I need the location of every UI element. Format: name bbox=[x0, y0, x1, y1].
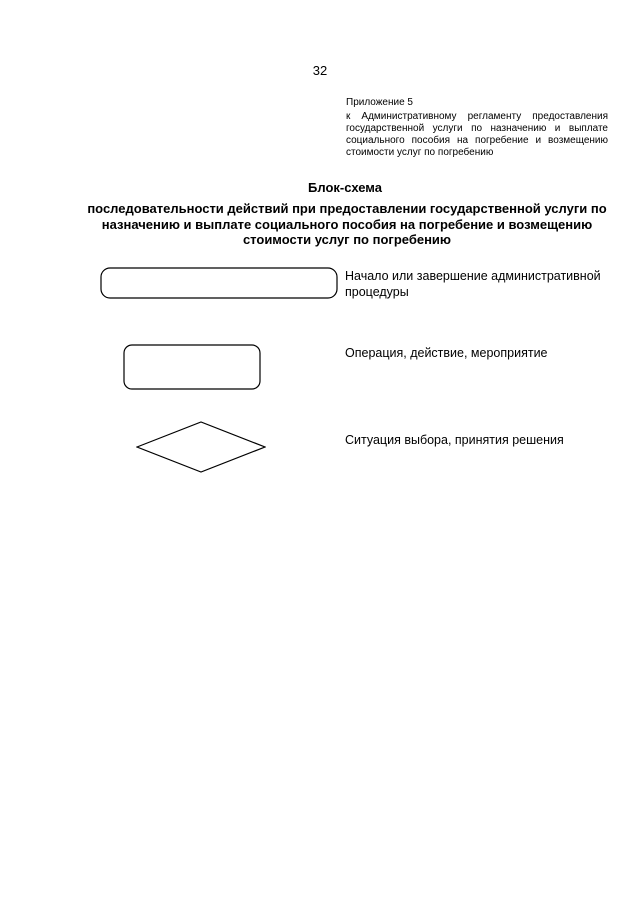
document-subtitle: последовательности действий при предоставлении государственной услуги по назначению и выплате социального пособия на погребение и возмещению стоимости услуг по погребению bbox=[87, 201, 607, 247]
process-shape-icon bbox=[123, 344, 261, 390]
legend-item-process-label: Операция, действие, мероприятие bbox=[345, 346, 548, 360]
legend-item-decision-label: Ситуация выбора, принятия решения bbox=[345, 433, 564, 447]
legend-item-terminal-label: Начало или завершение административной процедуры bbox=[345, 269, 601, 299]
appendix-title: Приложение 5 bbox=[346, 97, 413, 108]
terminal-shape-icon bbox=[100, 267, 338, 299]
document-title: Блок-схема bbox=[308, 180, 382, 195]
page-number: 32 bbox=[312, 63, 328, 78]
appendix-block bbox=[346, 97, 608, 159]
appendix-body: к Административному регламенту предоставления государственной услуги по назначению и выплате социального пособия на погребение и возмещению стоимости услуг по погребению bbox=[346, 111, 608, 158]
decision-diamond-icon bbox=[136, 421, 266, 473]
